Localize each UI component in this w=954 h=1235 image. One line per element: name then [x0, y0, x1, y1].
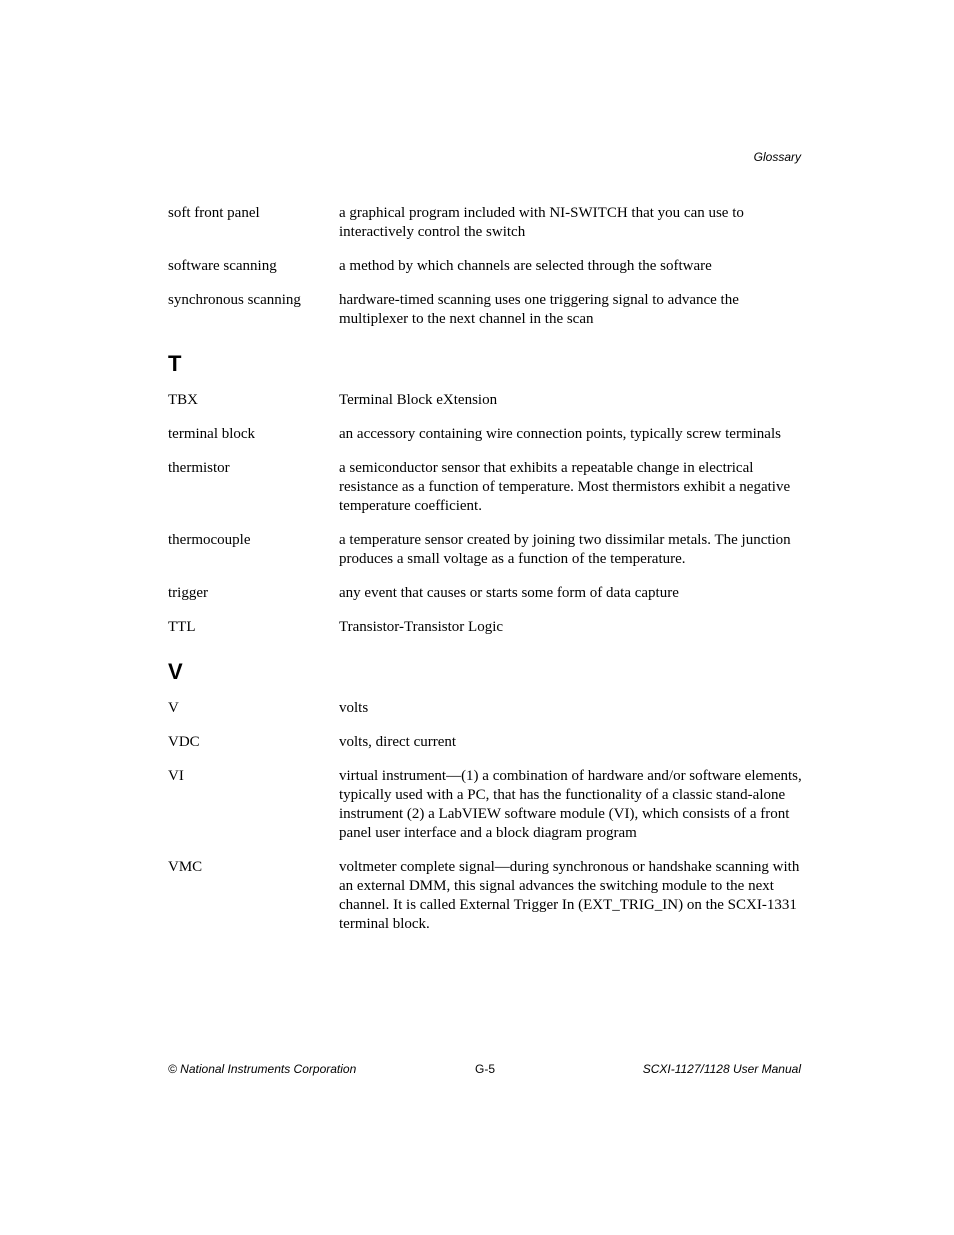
glossary-definition: Transistor-Transistor Logic [339, 619, 504, 635]
glossary-entry [168, 733, 808, 752]
glossary-entry [168, 391, 808, 410]
glossary-definition: volts, direct current [339, 734, 457, 750]
glossary-definition: a graphical program included with NI-SWITCH that you can use to interactively control the switch [339, 205, 744, 240]
glossary-term: TBX [168, 392, 198, 408]
manual-title: SCXI-1127/1128 User Manual [642, 1062, 801, 1076]
glossary-definition: a semiconductor sensor that exhibits a repeatable change in electrical resistance as a function of temperature. Most thermistors exhibit a negative temperature coefficient. [339, 460, 791, 514]
glossary-term: TTL [168, 619, 196, 635]
glossary-term: V [168, 700, 179, 716]
glossary-entry [168, 584, 808, 603]
footer-copyright: © National Instruments Corporation [168, 1062, 357, 1076]
page-footer [168, 1062, 801, 1078]
glossary-term: VDC [168, 734, 200, 750]
glossary-term: thermocouple [168, 532, 251, 548]
glossary-definition: Terminal Block eXtension [339, 392, 498, 408]
glossary-entry [168, 425, 808, 444]
glossary-entry [168, 204, 808, 242]
glossary-term: soft front panel [168, 205, 260, 221]
glossary-entry [168, 531, 808, 569]
glossary-term: thermistor [168, 460, 230, 476]
glossary-definition: voltmeter complete signal—during synchronous or handshake scanning with an external DMM, this signal advances the switching module to the next channel. It is called External Trigger In (EXT_TRIG_IN) on the SCXI-1331 terminal block. [339, 859, 800, 932]
glossary-term: VMC [168, 859, 203, 875]
glossary-term: trigger [168, 585, 208, 601]
glossary-term: terminal block [168, 426, 256, 442]
glossary-entry [168, 858, 808, 934]
glossary-entries [168, 204, 808, 949]
glossary-entry [168, 459, 808, 516]
section-letter-t: T [168, 351, 182, 376]
glossary-definition: hardware-timed scanning uses one triggering signal to advance the multiplexer to the next channel in the scan [339, 292, 739, 327]
glossary-entry [168, 767, 808, 843]
glossary-definition: an accessory containing wire connection points, typically screw terminals [339, 426, 781, 442]
glossary-definition: any event that causes or starts some form of data capture [339, 585, 679, 601]
glossary-term: synchronous scanning [168, 292, 301, 308]
glossary-entry [168, 291, 808, 329]
running-head: Glossary [753, 150, 801, 164]
glossary-term: software scanning [168, 258, 277, 274]
glossary-definition: volts [339, 700, 369, 716]
glossary-entry [168, 699, 808, 718]
glossary-definition: virtual instrument—(1) a combination of hardware and/or software elements, typically used with a PC, that has the functionality of a classic stand-alone instrument (2) a LabVIEW software module (VI), which consists of a front panel user interface and a block diagram program [339, 768, 802, 841]
glossary-definition: a temperature sensor created by joining two dissimilar metals. The junction produces a small voltage as a function of the temperature. [339, 532, 791, 567]
section-letter-v: V [168, 659, 183, 684]
glossary-term: VI [168, 768, 184, 784]
page-number: G-5 [475, 1062, 496, 1076]
glossary-definition: a method by which channels are selected through the software [339, 258, 712, 274]
glossary-entry [168, 618, 808, 637]
glossary-entry [168, 257, 808, 276]
